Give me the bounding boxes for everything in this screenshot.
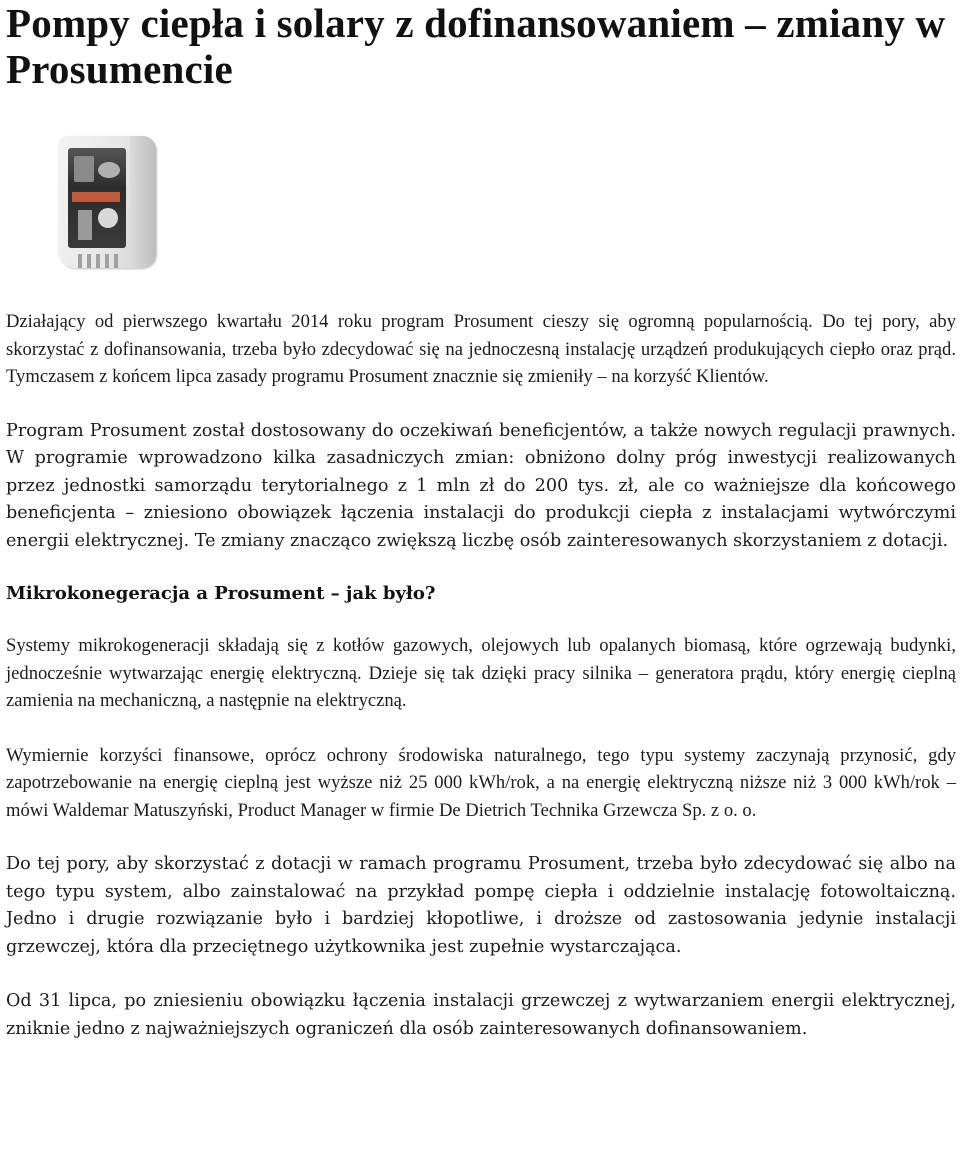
boiler-interior bbox=[68, 148, 126, 248]
paragraph-intro: Działający od pierwszego kwartału 2014 roku program Prosument cieszy się ogromną popularnością. Do tej pory, aby skorzystać z dofinansowania, trzeba było zdecydować się na jednoczesną instalację urządzeń produkujących ciepło oraz prąd. Tymczasem z końcem lipca zasady programu Prosument znacznie się zmieniły – na korzyść Klientów. bbox=[6, 311, 956, 387]
paragraph: Do tej pory, aby skorzystać z dotacji w ramach programu Prosument, trzeba było zdecydować się albo na tego typu system, albo zainstalować na przykład pompę ciepła i oddzielnie instalację fotowoltaiczną. Jedno i drugie rozwiązanie było i bardziej kłopotliwe, i droższe od zastosowania jedynie instalacji grzewczej, która dla przeciętnego użytkownika jest zupełnie wystarczająca. bbox=[6, 854, 956, 957]
paragraph: Program Prosument został dostosowany do oczekiwań beneficjentów, a także nowych regulacji prawnych. W programie wprowadzono kilka zasadniczych zmian: obniżono dolny próg inwestycji realizowanych przez jednostki samorządu terytorialnego z 1 mln zł do 200 tys. zł, ale co ważniejsze dla końcowego beneficjenta – zniesiono obowiązek łączenia instalacji do produkcji ciepła z instalacjami wytwórczymi energii elektrycznej. Te zmiany znacząco zwiększą liczbę osób zainteresowanych skorzystaniem z dotacji. bbox=[6, 420, 956, 551]
boiler-pipes bbox=[78, 254, 122, 268]
boiler-image-icon bbox=[58, 136, 156, 268]
boiler-side-panel bbox=[130, 136, 156, 268]
paragraph: Systemy mikrokogeneracji składają się z kotłów gazowych, olejowych lub opalanych biomasą, które ogrzewają budynki, jednocześnie wytwarzając energię elektryczną. Dzieje się tak dzięki pracy silnika – generatora prądu, który energię cieplną zamienia na mechaniczną, a następnie na elektryczną. bbox=[6, 635, 956, 711]
article-title: Pompy ciepła i solary z dofinansowaniem – zmiany w Prosumencie bbox=[6, 0, 946, 92]
paragraph: Od 31 lipca, po zniesieniu obowiązku łączenia instalacji grzewczej z wytwarzaniem energii elektrycznej, zniknie jedno z najważniejszych ograniczeń dla osób zainteresowanych dofinansowaniem. bbox=[6, 991, 956, 1039]
boiler-component bbox=[78, 210, 92, 240]
boiler-component bbox=[98, 208, 118, 228]
boiler-component bbox=[72, 192, 120, 202]
boiler-figure bbox=[54, 134, 162, 272]
boiler-component bbox=[74, 156, 94, 182]
section-heading: Mikrokonegeracja a Prosument – jak było? bbox=[6, 583, 436, 604]
paragraph: Wymiernie korzyści finansowe, oprócz ochrony środowiska naturalnego, tego typu systemy zaczynają przynosić, gdy zapotrzebowanie na energię cieplną jest wyższe niż 25 000 kWh/rok, a na energię elektryczną niższe niż 3 000 kWh/rok – mówi Waldemar Matuszyński, Product Manager w firmie De Dietrich Technika Grzewcza Sp. z o. o. bbox=[6, 744, 956, 821]
article-body bbox=[6, 308, 956, 1043]
boiler-component bbox=[98, 162, 120, 178]
